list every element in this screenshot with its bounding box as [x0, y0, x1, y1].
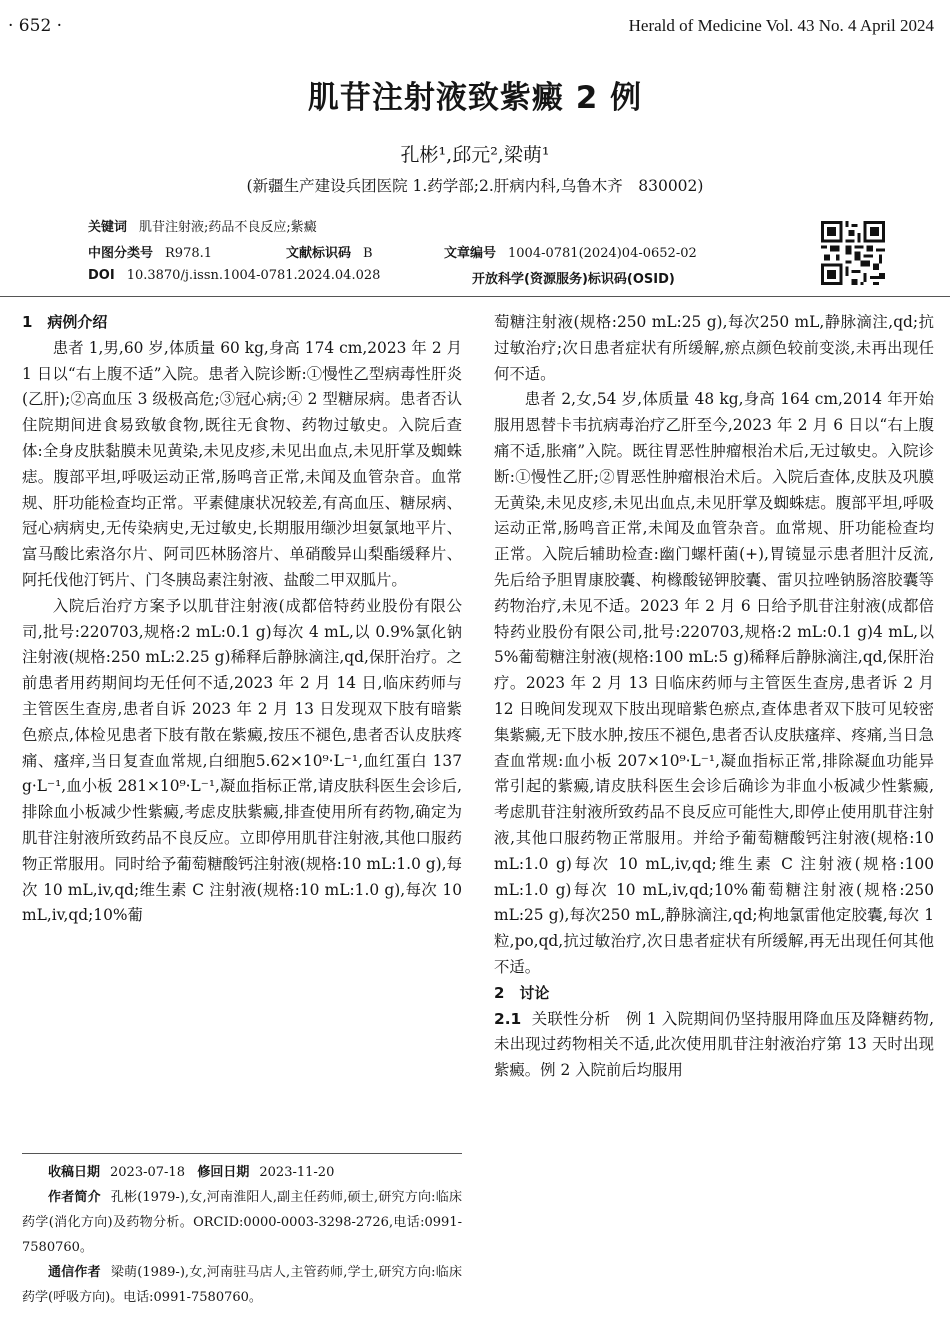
bio-label: 作者简介 [48, 1190, 101, 1205]
case-2-paragraph: 患者 2,女,54 岁,体质量 48 kg,身高 164 cm,2014 年开始服用恩替卡韦抗病毒治疗乙肝至今,2023 年 2 月 6 日以“右上腹痛不适,胀痛”入院。既往胃恶性肿瘤根治术后,无过敏史。入院诊断:①慢性乙肝;②胃恶性肿瘤根治术后。入院后查体,皮肤及巩膜无黄染,未见皮疹,未见出血点,未见肝掌及蜘蛛痣。腹部平坦,呼吸运动正常,肠鸣音正常,未闻及血管杂音。血常规、肝功能检查均正常。入院后辅助检查:幽门螺杆菌(+),胃镜显示患者胆汁反流,先后给予胆胃康胶囊、枸橼酸铋钾胶囊、雷贝拉唑钠肠溶胶囊等药物治疗,未见不适。2023 年 2 月 6 日给予肌苷注射液(成都倍特药业股份有限公司,批号:220703,规格:2 mL:0.1 g)4 mL,以 5%葡萄糖注射液(规格:100 mL:5 g)稀释后静脉滴注,qd,保肝治疗。2023 年 2 月 13 日临床药师与主管医生查房,患者诉 2 月 12 日晚间发现双下肢出现暗紫色瘀点,查体患者双下肢可见较密集紫癜,无下肢水肿,按压不褪色,患者否认皮肤瘙痒、疼痛,当日急查血常规:血小板 207×10⁹·L⁻¹,凝血指标正常,排除凝血功能异常引起的紫癜,请皮肤科医生会诊后确诊为非血小板减少性紫癜,考虑肌苷注射液所致药品不良反应可能性大,即停止使用肌苷注射液,其他口服药物正常服用。并给予葡萄糖酸钙注射液(规格:10 mL:1.0 g)每次 10 mL,iv,qd;维生素 C 注射液(规格:100 mL:1.0 g)每次 10 mL,iv,qd;10%葡萄糖注射液(规格:250 mL:25 g),每次250 mL,静脉滴注,qd;枸地氯雷他定胶囊,每次 1 粒,po,qd,抗过敏治疗,次日患者症状有所缓解,再无出现任何其他不适。 [494, 390, 934, 976]
doi-value: 10.3870/j.issn.1004-0781.2024.04.028 [126, 268, 381, 283]
keywords-row [88, 216, 317, 235]
case-1-paragraph: 患者 1,男,60 岁,体质量 60 kg,身高 174 cm,2023 年 2 月 1 日以“右上腹不适”入院。患者入院诊断:①慢性乙型病毒性肝炎(乙肝);②高血压 3 级极高危;③冠心病;④ 2 型糖尿病。患者否认住院期间进食易致敏食物,既往无食物、药物过敏史。入院后查体:全身皮肤黏膜未见黄染,未见皮疹,未见出血点,未见肝掌及蜘蛛痣。腹部平坦,呼吸运动正常,肠鸣音正常,未闻及血管杂音。血常规、肝功能检查均正常。平素健康状况较差,有高血压、糖尿病、冠心病病史,无传染病史,无过敏史,长期服用缬沙坦氨氯地平片、富马酸比索洛尔片、阿司匹林肠溶片、单硝酸异山梨酯缓释片、阿托伐他汀钙片、门冬胰岛素注射液、盐酸二甲双胍片。 [22, 338, 462, 589]
case-1-treatment-paragraph: 入院后治疗方案予以肌苷注射液(成都倍特药业股份有限公司,批号:220703,规格:2 mL:0.1 g)每次 4 mL,以 0.9%氯化钠注射液(规格:250 mL:2.25 g)稀释后静脉滴注,qd,保肝治疗。之前患者用药期间均无任何不适,2023 年 2 月 14 日,临床药师与主管医生查房,患者自诉 2023 年 2 月 13 日发现双下肢有暗紫色瘀点,体检见患者下肢有散在紫癜,按压不褪色,患者否认皮肤疼痛、瘙痒,当日复查血常规,白细胞5.62×10⁹·L⁻¹,血红蛋白 137 g·L⁻¹,血小板 281×10⁹·L⁻¹,凝血指标正常,请皮肤科医生会诊后,排除血小板减少性紫癜,考虑皮肤紫癜,排查使用所有药物,确定为肌苷注射液所致药品不良反应。立即停用肌苷注射液,其他口服药物正常服用。同时给予葡萄糖酸钙注射液(规格:10 mL:1.0 g),每次 10 mL,iv,qd;维生素 C 注射液(规格:10 mL:1.0 g),每次 10 mL,iv,qd;10%葡 [22, 596, 462, 925]
page-number: · 652 · [8, 16, 63, 36]
section-1-heading: 1 病例介绍 [22, 313, 108, 331]
osid-row [472, 268, 675, 287]
subsection-2-1 [494, 1007, 934, 1084]
doc-code-value: B [363, 246, 373, 261]
osid-label: 开放科学(资源服务)标识码(OSID) [472, 272, 675, 287]
corr-label: 通信作者 [48, 1265, 101, 1280]
article-no-value: 1004-0781(2024)04-0652-02 [508, 246, 697, 261]
corresponding-author [22, 1260, 462, 1310]
article-no-label: 文章编号 [444, 246, 497, 261]
journal-header: Herald of Medicine Vol. 43 No. 4 April 2024 [628, 16, 934, 35]
right-column [494, 310, 934, 1084]
subsection-2-1-number: 2.1 [494, 1009, 522, 1028]
article-title: 肌苷注射液致紫癜 2 例 [307, 80, 643, 116]
corr-text: 梁萌(1989-),女,河南驻马店人,主管药师,学士,研究方向:临床药学(呼吸方向)。电话:0991-7580760。 [22, 1265, 462, 1305]
revised-label: 修回日期 [197, 1165, 250, 1180]
doi-label: DOI [88, 268, 115, 283]
clc-row [88, 242, 212, 261]
article-authors: 孔彬¹,邱元²,梁萌¹ [400, 144, 550, 166]
article-no-row [444, 242, 697, 261]
section-2-heading: 2 讨论 [494, 983, 550, 1002]
received-label: 收稿日期 [48, 1165, 101, 1180]
subsection-2-1-title: 关联性分析 [531, 1009, 611, 1028]
doi-row [88, 268, 380, 283]
revised-date: 2023-11-20 [259, 1165, 335, 1180]
subsection-2-1-text: 例 1 入院期间仍坚持服用降血压及降糖药物,未出现过药物相关不适,此次使用肌苷注射液治疗第 13 天时出现紫癜。例 2 入院前后均服用 [494, 1009, 934, 1080]
clc-label: 中图分类号 [88, 246, 154, 261]
bio-text: 孔彬(1979-),女,河南淮阳人,副主任药师,硕士,研究方向:临床药学(消化方向)及药物分析。ORCID:0000-0003-3298-2726,电话:0991-7580760。 [22, 1190, 462, 1255]
footnote [22, 1160, 462, 1310]
dates-row [22, 1160, 462, 1185]
qr-code-icon[interactable] [821, 221, 885, 285]
clc-value: R978.1 [165, 246, 213, 261]
keywords-value: 肌苷注射液;药品不良反应;紫癜 [139, 220, 317, 235]
case-1-continued-paragraph: 萄糖注射液(规格:250 mL:25 g),每次250 mL,静脉滴注,qd;抗过敏治疗;次日患者症状有所缓解,瘀点颜色较前变淡,未再出现任何不适。 [494, 313, 934, 383]
left-column [22, 310, 462, 929]
article-affiliation: (新疆生产建设兵团医院 1.药学部;2.肝病内科,乌鲁木齐 830002) [246, 177, 704, 195]
author-bio [22, 1185, 462, 1260]
doc-code-label: 文献标识码 [286, 246, 352, 261]
header-divider [0, 296, 950, 297]
doc-code-row [286, 242, 373, 261]
received-date: 2023-07-18 [110, 1165, 185, 1180]
footnote-divider [22, 1153, 462, 1154]
keywords-label: 关键词 [88, 220, 128, 235]
